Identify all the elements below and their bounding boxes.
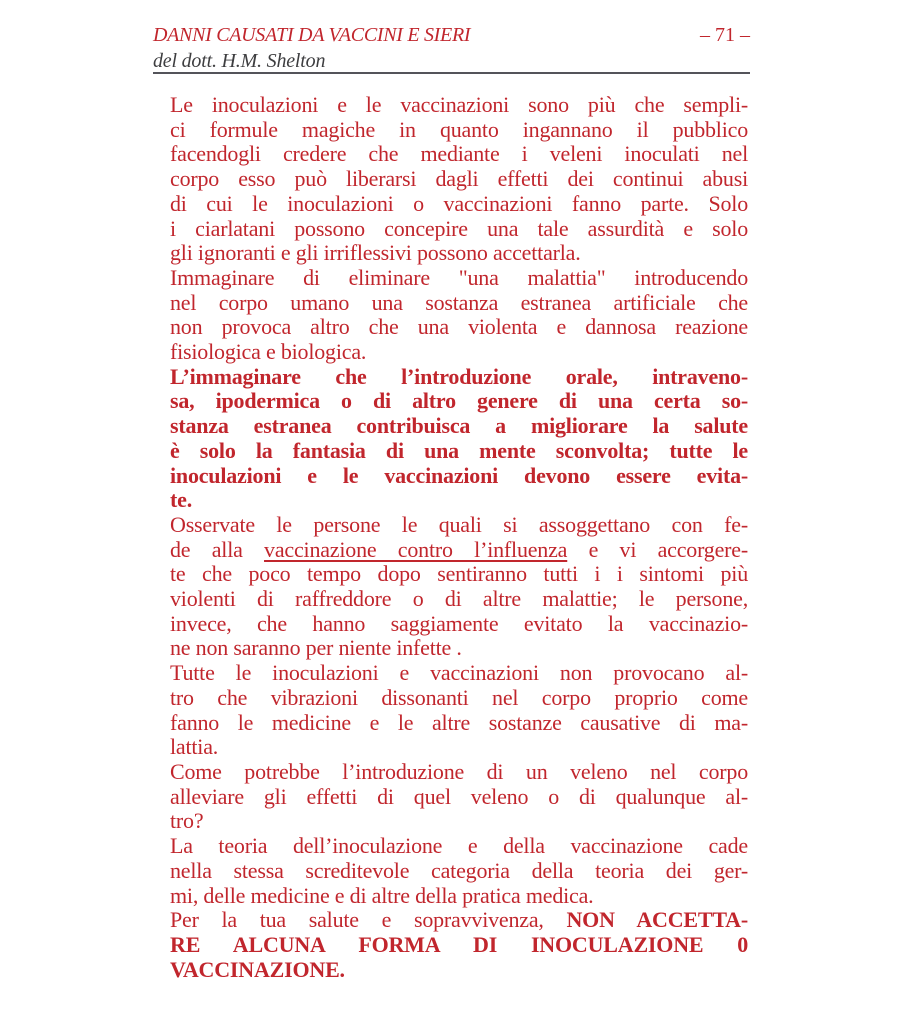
body-line [170, 365, 748, 390]
page-header [153, 24, 750, 73]
paragraph [170, 760, 748, 834]
text-segment: de alla [170, 536, 265, 562]
paragraph [170, 93, 748, 266]
paragraph [170, 834, 748, 908]
body-line [170, 464, 748, 489]
body-line [170, 315, 748, 340]
body-line [170, 587, 748, 612]
text-segment: ci formule magiche in quanto ingannano il pubblico [170, 116, 748, 142]
text-segment: invece, che hanno saggiamente evitato la vaccinazio- [170, 610, 748, 636]
text-segment: mi, delle medicine e di altre della pratica medica. [170, 882, 594, 908]
body-line [170, 538, 748, 563]
text-segment: NON ACCETTA- [566, 907, 748, 933]
body-line [170, 785, 748, 810]
body-line [170, 661, 748, 686]
text-segment: violenti di raffreddore o di altre malattie; le persone, [170, 586, 748, 612]
text-segment: tro? [170, 808, 204, 834]
text-segment: Immaginare di eliminare "una malattia" introducendo [170, 264, 748, 290]
body-line [170, 958, 748, 983]
text-segment: Come potrebbe l’introduzione di un veleno nel corpo [170, 758, 748, 784]
body-line [170, 735, 748, 760]
text-segment: stanza estranea contribuisca a migliorare la salute [170, 413, 748, 439]
text-segment: VACCINAZIONE. [170, 956, 345, 982]
text-segment: corpo esso può liberarsi dagli effetti dei continui abusi [170, 166, 748, 192]
body-line [170, 859, 748, 884]
body-line [170, 809, 748, 834]
text-segment: tro che vibrazioni dissonanti nel corpo proprio come [170, 684, 748, 710]
text-segment: sa, ipodermica o di altro genere di una certa so- [170, 388, 748, 414]
text-segment: di cui le inoculazioni o vaccinazioni fanno parte. Solo [170, 190, 748, 216]
body-line [170, 439, 748, 464]
text-segment: e vi accorgere- [567, 536, 748, 562]
text-segment: non provoca altro che una violenta e dannosa reazione [170, 314, 748, 340]
body-line [170, 488, 748, 513]
body-line [170, 686, 748, 711]
body-line [170, 142, 748, 167]
body-line [170, 118, 748, 143]
text-segment: ne non saranno per niente infette . [170, 635, 462, 661]
text-segment: L’immaginare che l’introduzione orale, intraveno- [170, 363, 748, 389]
text-segment: lattia. [170, 734, 219, 760]
text-segment: nel corpo umano una sostanza estranea artificiale che [170, 289, 748, 315]
paragraph [170, 365, 748, 513]
text-segment: Le inoculazioni e le vaccinazioni sono più che sempli- [170, 92, 748, 117]
body-line [170, 340, 748, 365]
body-line [170, 167, 748, 192]
header-row [153, 24, 750, 47]
body-line [170, 760, 748, 785]
text-segment: gli ignoranti e gli irriflessivi possono accettarla. [170, 240, 581, 266]
body-line [170, 884, 748, 909]
body-line [170, 636, 748, 661]
document-author: del dott. H.M. Shelton [153, 50, 326, 72]
paragraph [170, 908, 748, 982]
body-line [170, 389, 748, 414]
body-line [170, 291, 748, 316]
body-line [170, 834, 748, 859]
body-line [170, 513, 748, 538]
text-segment: nella stessa screditevole categoria della teoria dei ger- [170, 857, 748, 883]
text-segment: è solo la fantasia di una mente sconvolta; tutte le [170, 437, 748, 463]
header-divider-rule [153, 72, 750, 74]
text-segment: i ciarlatani possono concepire una tale assurdità e solo [170, 215, 748, 241]
text-segment: te che poco tempo dopo sentiranno tutti i i sintomi più [170, 561, 748, 587]
text-segment: te. [170, 487, 192, 513]
body-line [170, 612, 748, 637]
text-segment: Per la tua salute e sopravvivenza, [170, 907, 567, 933]
body-line [170, 241, 748, 266]
text-segment: inoculazioni e le vaccinazioni devono essere evita- [170, 462, 748, 488]
body-line [170, 711, 748, 736]
text-segment: Tutte le inoculazioni e vaccinazioni non provocano al- [170, 660, 748, 686]
text-segment: Osservate le persone le quali si assoggettano con fe- [170, 511, 748, 537]
underlined-phrase: vaccinazione contro l’influenza [264, 536, 568, 562]
body-line [170, 192, 748, 217]
body-line [170, 217, 748, 242]
body-line [170, 93, 748, 118]
text-segment: facendogli credere che mediante i veleni inoculati nel [170, 141, 748, 167]
document-title: DANNI CAUSATI DA VACCINI E SIERI [153, 24, 471, 46]
page-number: – 71 – [700, 24, 750, 46]
text-segment: RE ALCUNA FORMA DI INOCULAZIONE 0 [170, 931, 748, 957]
text-segment: La teoria dell’inoculazione e della vaccinazione cade [170, 833, 748, 859]
body-text [170, 93, 748, 982]
body-line [170, 266, 748, 291]
body-line [170, 933, 748, 958]
paragraph [170, 513, 748, 661]
paragraph [170, 661, 748, 760]
body-line [170, 414, 748, 439]
paragraph [170, 266, 748, 365]
text-segment: fisiologica e biologica. [170, 339, 367, 365]
body-line [170, 908, 748, 933]
text-segment: fanno le medicine e le altre sostanze causative di ma- [170, 709, 748, 735]
body-line [170, 562, 748, 587]
text-segment: alleviare gli effetti di quel veleno o di qualunque al- [170, 783, 748, 809]
